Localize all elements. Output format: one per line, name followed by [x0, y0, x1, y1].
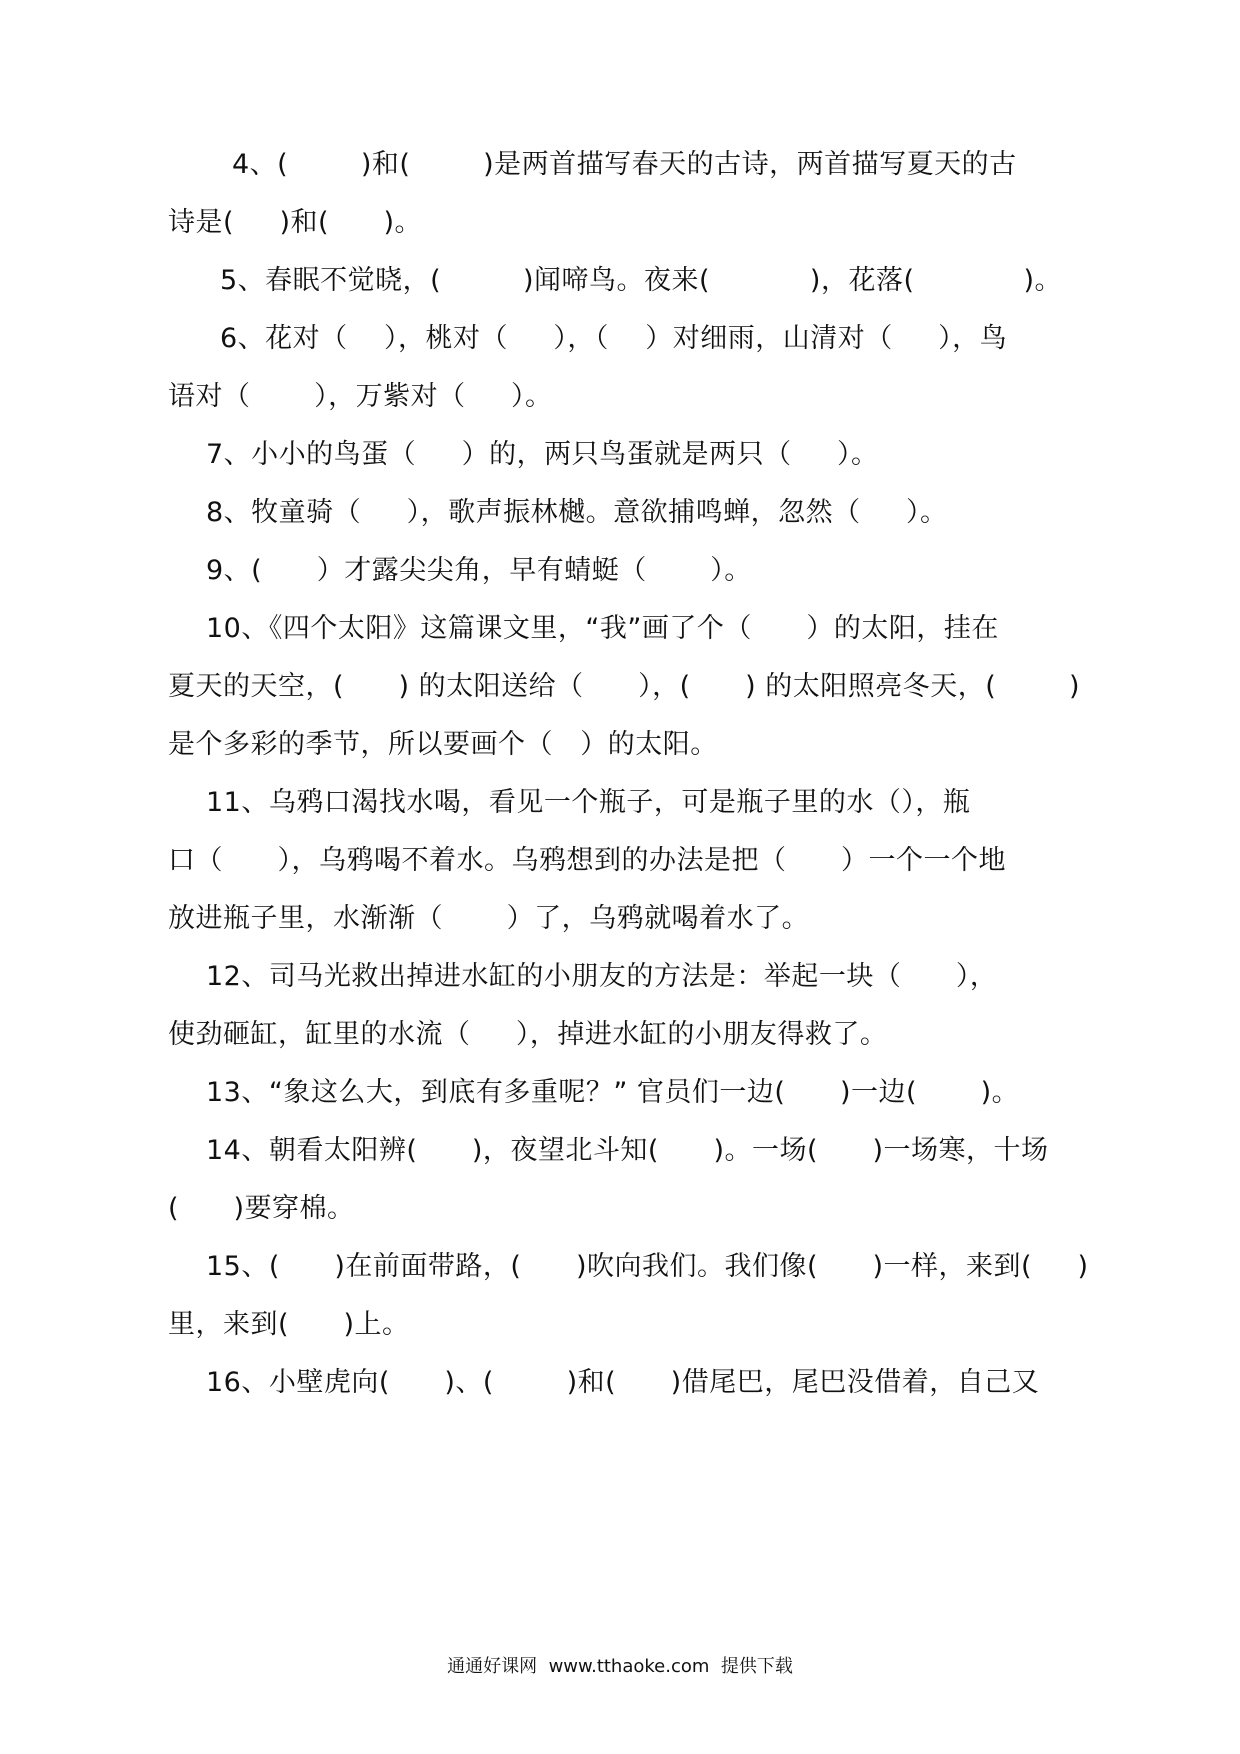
question-12-line-1: 12、司马光救出掉进水缸的小朋友的方法是：举起一块（ ）， — [206, 961, 998, 992]
question-14-line-2: ( )要穿棉。 — [168, 1193, 355, 1224]
question-15-line-1: 15、( )在前面带路，( )吹向我们。我们像( )一样，来到( ) — [206, 1251, 1089, 1282]
question-11-line-1: 11、乌鸦口渴找水喝，看见一个瓶子，可是瓶子里的水（），瓶 — [206, 787, 971, 818]
question-6-line-2: 语对（ ），万紫对（ ）。 — [168, 381, 553, 412]
question-4-line-1: 4、( )和( )是两首描写春天的古诗，两首描写夏天的古 — [232, 149, 1017, 180]
question-11-line-2: 口（ ），乌鸦喝不着水。乌鸦想到的办法是把（ ）一个一个地 — [168, 845, 1006, 876]
question-10-line-2: 夏天的天空，( ) 的太阳送给（ ），( ) 的太阳照亮冬天，( ) — [168, 671, 1081, 702]
question-6-line-1: 6、花对（ ），桃对（ ），（ ）对细雨，山清对（ ），鸟 — [220, 323, 1008, 354]
question-8-line: 8、牧童骑（ ），歌声振林樾。意欲捕鸣蝉，忽然（ ）。 — [206, 497, 948, 528]
question-10-line-1: 10、《四个太阳》这篇课文里，“我”画了个（ ）的太阳，挂在 — [206, 613, 999, 644]
question-7-line: 7、小小的鸟蛋（ ）的，两只鸟蛋就是两只（ ）。 — [206, 439, 879, 470]
question-5-line: 5、春眠不觉晓，( )闻啼鸟。夜来( )，花落( )。 — [220, 265, 1063, 296]
question-9-line: 9、( ）才露尖尖角，早有蜻蜓（ ）。 — [206, 555, 752, 586]
page-footer: 通通好课网 www.tthaoke.com 提供下载 — [447, 1656, 793, 1677]
question-4-line-2: 诗是( )和( )。 — [168, 207, 423, 238]
question-14-line-1: 14、朝看太阳辨( )，夜望北斗知( )。一场( )一场寒，十场 — [206, 1135, 1049, 1166]
question-11-line-3: 放进瓶子里，水渐渐（ ）了，乌鸦就喝着水了。 — [168, 903, 810, 934]
question-15-line-2: 里，来到( )上。 — [168, 1309, 410, 1340]
question-16-line-1: 16、小壁虎向( )、( )和( )借尾巴，尾巴没借着，自己又 — [206, 1367, 1040, 1398]
question-12-line-2: 使劲砸缸，缸里的水流（ ），掉进水缸的小朋友得救了。 — [168, 1019, 888, 1050]
question-13-line: 13、“象这么大，到底有多重呢？” 官员们一边( )一边( )。 — [206, 1077, 1020, 1108]
question-10-line-3: 是个多彩的季节，所以要画个（ ）的太阳。 — [168, 729, 718, 760]
